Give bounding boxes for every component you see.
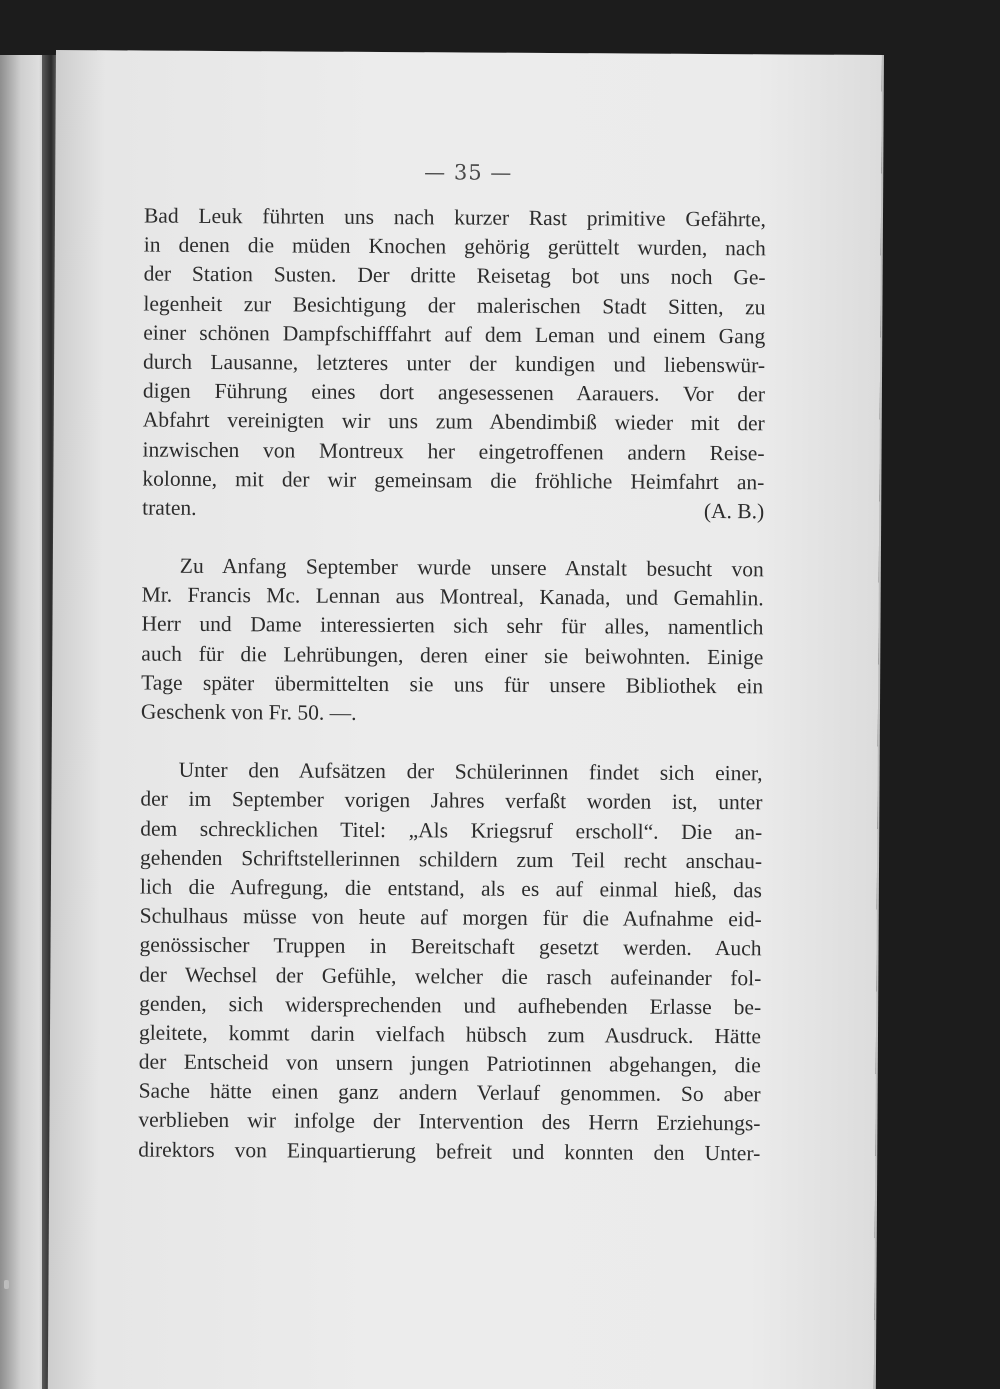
text-line: Schulhaus müsse von heute auf morgen für die Aufnahme eid- bbox=[139, 903, 762, 932]
text-line: der Entscheid von unsern jungen Patriotinnen abgehangen, die bbox=[138, 1049, 761, 1078]
paragraph-1 bbox=[142, 202, 766, 527]
closing-line bbox=[142, 493, 764, 526]
text-line: auch für die Lehrübungen, deren einer sie beiwohnten. Einige bbox=[141, 641, 764, 669]
text-line: gehenden Schriftstellerinnen schildern zum Teil recht anschau- bbox=[139, 845, 763, 874]
text-line: legenheit zur Besichtigung der malerischen Stadt Sitten, zu bbox=[143, 291, 766, 319]
text-line: traten. bbox=[142, 495, 197, 520]
text-line: Bad Leuk führten uns nach kurzer Rast primitive Gefährte, bbox=[143, 203, 767, 232]
text-line: in denen die müden Knochen gehörig gerüttelt wurden, nach bbox=[143, 232, 766, 261]
text-line: genden, sich widersprechenden und aufhebenden Erlasse be- bbox=[139, 991, 762, 1020]
text-line: der Station Susten. Der dritte Reisetag bot uns noch Ge- bbox=[143, 261, 766, 290]
text-line: Tage später übermittelten sie uns für unsere Bibliothek ein bbox=[141, 670, 764, 699]
text-line: der im September vorigen Jahres verfaßt worden ist, unter bbox=[140, 786, 763, 815]
text-line: Geschenk von Fr. 50. —. bbox=[140, 699, 357, 725]
text-line: Sache hätte einen ganz andern Verlauf genommen. So aber bbox=[138, 1078, 761, 1107]
text-line: durch Lausanne, letzteres unter der kundigen und liebenswür- bbox=[143, 349, 766, 378]
text-line: kolonne, mit der wir gemeinsam die fröhliche Heimfahrt an- bbox=[142, 466, 765, 495]
text-line: einer schönen Dampfschifffahrt auf dem Leman und einem Gang bbox=[143, 320, 766, 349]
text-line: direktors von Einquartierung befreit und konnten den Unter- bbox=[138, 1137, 761, 1165]
scan-speck bbox=[4, 1280, 9, 1289]
text-line: genössischer Truppen in Bereitschaft gesetzt werden. Auch bbox=[139, 932, 762, 961]
page-body bbox=[138, 202, 766, 1169]
text-line: dem schrecklichen Titel: „Als Kriegsruf erscholl“. Die an- bbox=[140, 816, 763, 844]
author-signature: (A. B.) bbox=[703, 498, 765, 524]
text-line: Abfahrt vereinigten wir uns zum Abendimbiß wieder mit der bbox=[142, 407, 765, 436]
text-line: lich die Aufregung, die entstand, als es auf einmal hieß, das bbox=[139, 874, 762, 903]
text-line: gleitete, kommt darin vielfach hübsch zum Ausdruck. Hätte bbox=[138, 1020, 762, 1049]
paragraph-3 bbox=[138, 756, 762, 1168]
text-line: inzwischen von Montreux her eingetroffenen andern Reise- bbox=[142, 437, 765, 465]
text-line: der Wechsel der Gefühle, welcher die rasch aufeinander fol- bbox=[139, 962, 762, 990]
text-line: digen Führung eines dort angesessenen Aarauers. Vor der bbox=[142, 378, 765, 407]
text-line: Unter den Aufsätzen der Schülerinnen findet sich einer, bbox=[178, 757, 763, 786]
text-line: Mr. Francis Mc. Lennan aus Montreal, Kanada, und Gemahlin. bbox=[141, 582, 764, 611]
text-line: Zu Anfang September wurde unsere Anstalt besucht von bbox=[179, 553, 764, 582]
page-number: — 35 — bbox=[424, 160, 513, 185]
text-line: verblieben wir infolge der Intervention des Herrn Erziehungs- bbox=[138, 1107, 761, 1136]
book-page bbox=[48, 50, 882, 1389]
paragraph-2 bbox=[141, 552, 764, 731]
text-line: Herr und Dame interessierten sich sehr für alles, namentlich bbox=[141, 611, 764, 640]
